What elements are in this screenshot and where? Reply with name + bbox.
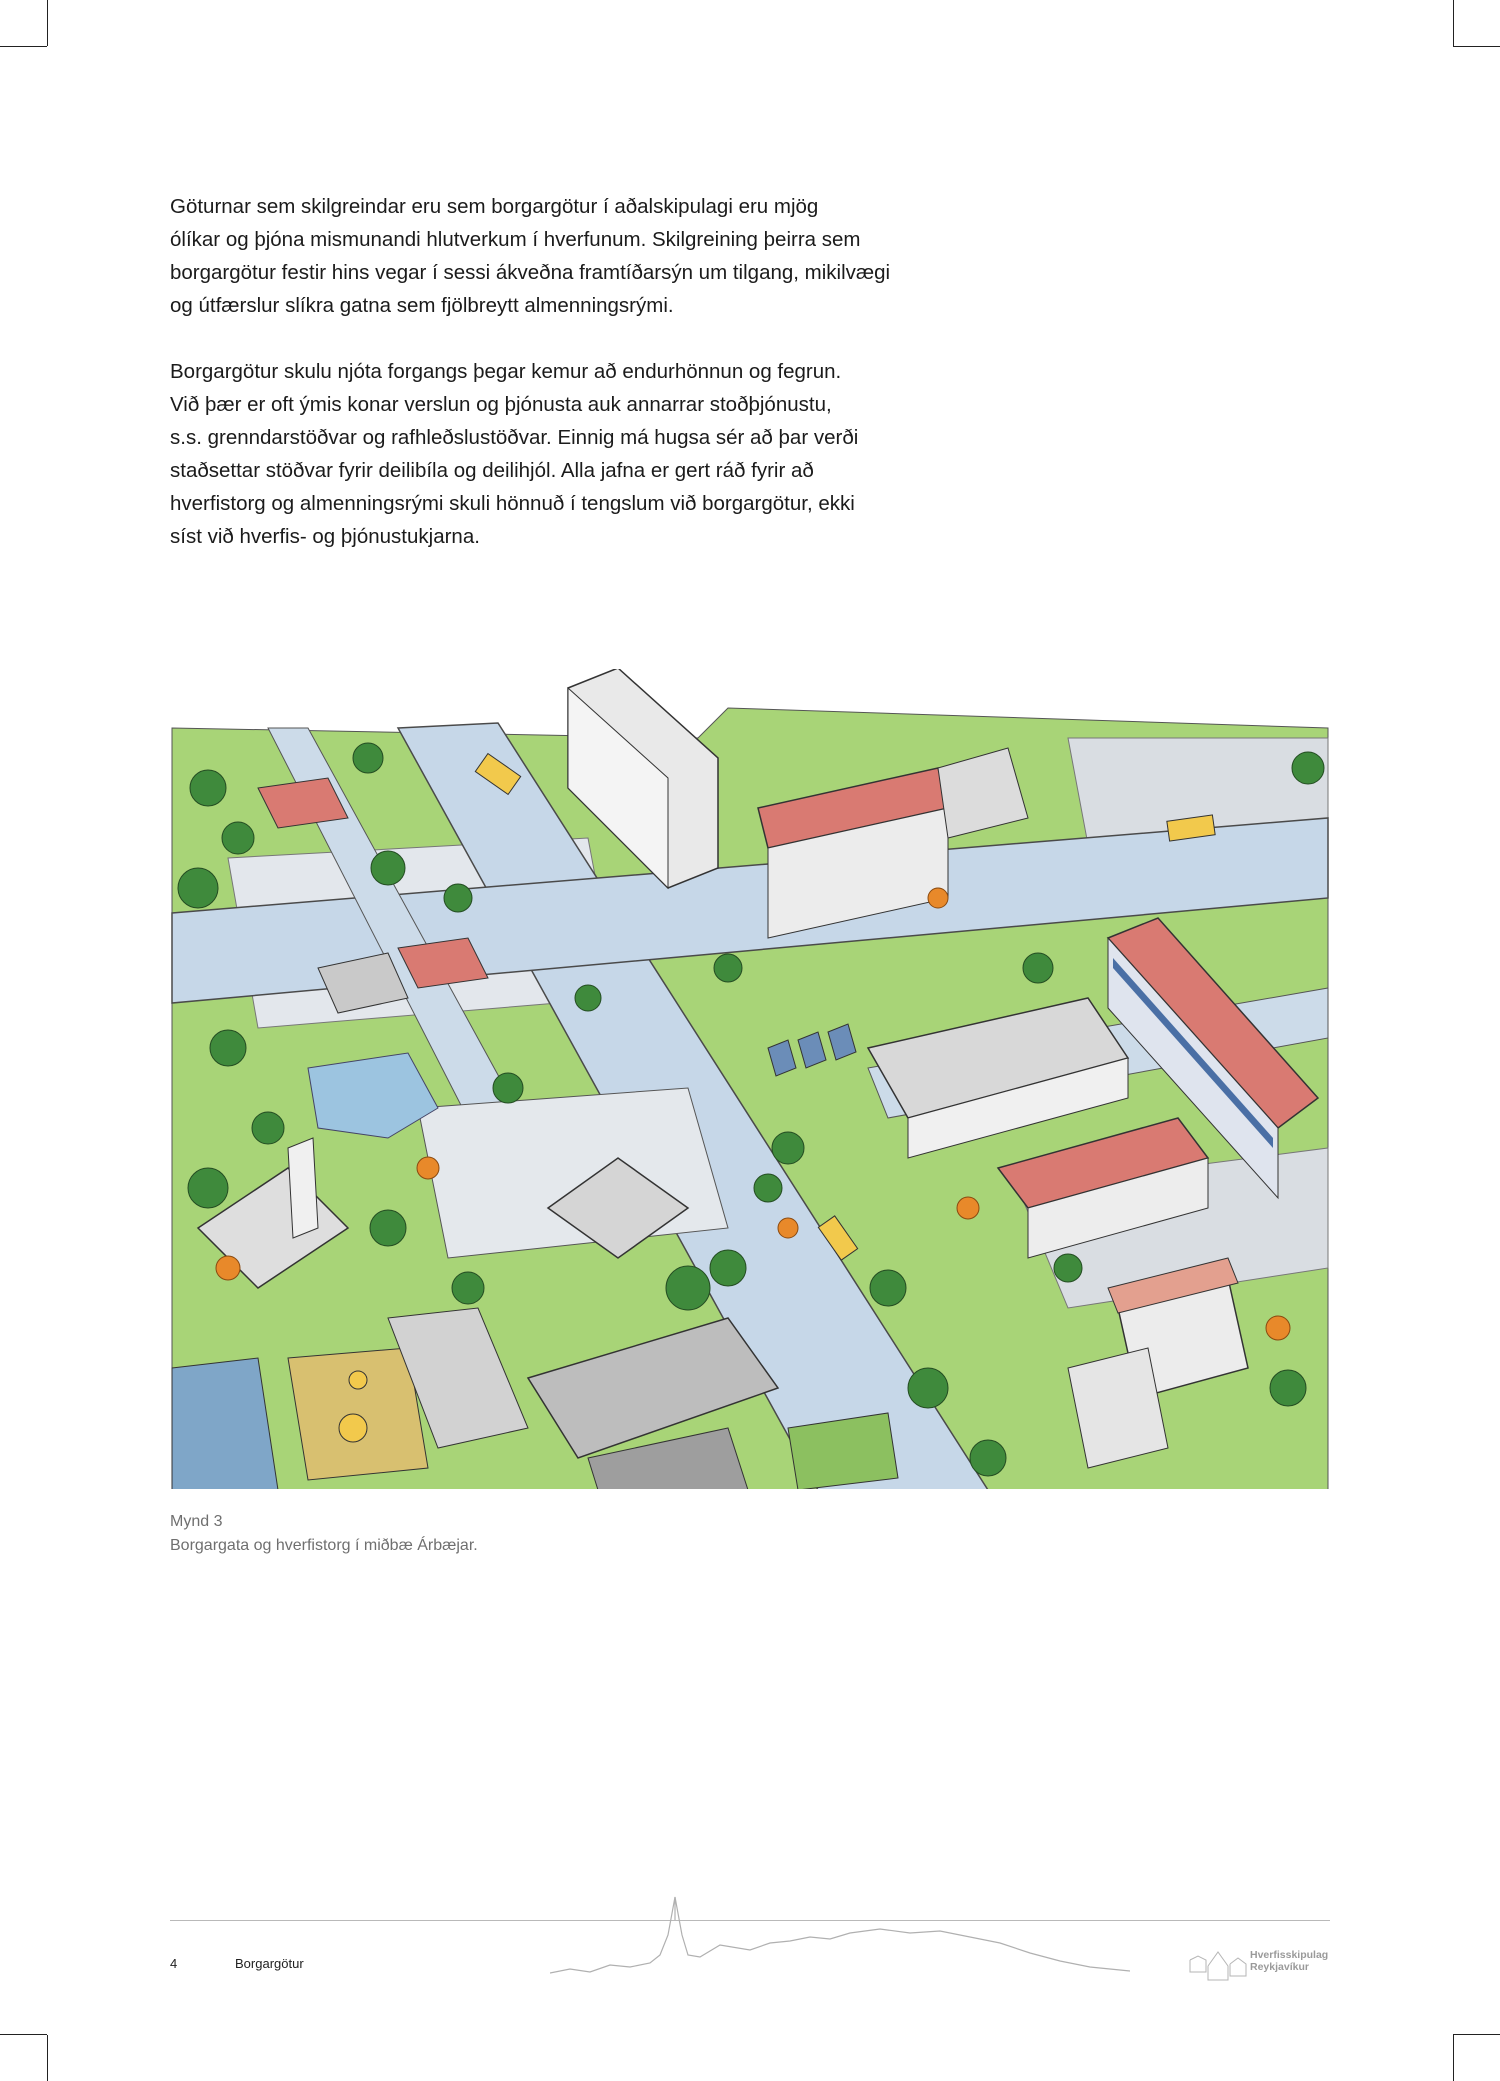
autumn-tree bbox=[216, 1256, 240, 1280]
plaza bbox=[418, 1088, 728, 1258]
text-line: hverfistorg og almenningsrými skuli hönnuð í tengslum við borgargötur, ekki bbox=[170, 492, 855, 515]
tree bbox=[444, 884, 472, 912]
autumn-tree bbox=[778, 1218, 798, 1238]
text-line: ólíkar og þjóna mismunandi hlutverkum í hverfunum. Skilgreining þeirra sem bbox=[170, 228, 861, 251]
tree bbox=[772, 1132, 804, 1164]
body-text bbox=[170, 190, 960, 586]
tree bbox=[252, 1112, 284, 1144]
tree bbox=[666, 1266, 710, 1310]
tree bbox=[710, 1250, 746, 1286]
crop-mark bbox=[0, 2034, 47, 2035]
logo-line-1: Hverfisskipulag bbox=[1250, 1949, 1329, 1961]
church-tower bbox=[288, 1138, 318, 1238]
tree bbox=[1270, 1370, 1306, 1406]
page-number: 4 bbox=[170, 1956, 178, 1971]
autumn-tree bbox=[1266, 1316, 1290, 1340]
logo-line-2: Reykjavíkur bbox=[1250, 1961, 1309, 1973]
tree bbox=[353, 743, 383, 773]
text-line: s.s. grenndarstöðvar og rafhleðslustöðvar. Einnig má hugsa sér að þar verði bbox=[170, 426, 859, 449]
tree bbox=[908, 1368, 948, 1408]
paragraph-1 bbox=[170, 190, 960, 322]
section-title: Borgargötur bbox=[235, 1956, 304, 1971]
figure-caption-text: Borgargata og hverfistorg í miðbæ Árbæjar. bbox=[170, 1537, 478, 1554]
tree bbox=[754, 1174, 782, 1202]
tree bbox=[493, 1073, 523, 1103]
autumn-tree bbox=[928, 888, 948, 908]
skyline-line-art bbox=[550, 1895, 1130, 1985]
text-line: Við þær er oft ýmis konar verslun og þjónusta auk annarrar stoðþjónustu, bbox=[170, 393, 832, 416]
tree bbox=[188, 1168, 228, 1208]
paragraph-2 bbox=[170, 355, 960, 553]
tree bbox=[371, 851, 405, 885]
tree bbox=[1054, 1254, 1082, 1282]
autumn-tree bbox=[957, 1197, 979, 1219]
text-line: Göturnar sem skilgreindar eru sem borgargötur í aðalskipulagi eru mjög bbox=[170, 195, 819, 218]
tree bbox=[370, 1210, 406, 1246]
figure-caption bbox=[170, 1510, 478, 1558]
tree bbox=[1292, 752, 1324, 784]
crop-mark bbox=[1453, 2034, 1500, 2035]
text-line: borgargötur festir hins vegar í sessi ákveðna framtíðarsýn um tilgang, mikilvægi bbox=[170, 261, 891, 284]
logo-text bbox=[1250, 1949, 1328, 1973]
tree bbox=[222, 822, 254, 854]
tree bbox=[178, 868, 218, 908]
tree bbox=[870, 1270, 906, 1306]
tree bbox=[1023, 953, 1053, 983]
figure-label: Mynd 3 bbox=[170, 1513, 223, 1530]
crop-mark bbox=[47, 0, 48, 46]
crop-mark bbox=[1453, 2035, 1454, 2081]
text-line: síst við hverfis- og þjónustukjarna. bbox=[170, 525, 480, 548]
neighborhood-illustration bbox=[168, 668, 1330, 1490]
crop-mark bbox=[1453, 0, 1454, 46]
text-line: og útfærslur slíkra gatna sem fjölbreytt almenningsrými. bbox=[170, 294, 674, 317]
tree bbox=[970, 1440, 1006, 1476]
tree bbox=[190, 770, 226, 806]
tree bbox=[210, 1030, 246, 1066]
playground-marker bbox=[339, 1414, 367, 1442]
crop-mark bbox=[1453, 46, 1500, 47]
crop-mark bbox=[0, 46, 47, 47]
tree bbox=[714, 954, 742, 982]
playground-marker bbox=[349, 1371, 367, 1389]
autumn-tree bbox=[417, 1157, 439, 1179]
text-line: staðsettar stöðvar fyrir deilibíla og deilihjól. Alla jafna er gert ráð fyrir að bbox=[170, 459, 814, 482]
tree bbox=[452, 1272, 484, 1304]
tree bbox=[575, 985, 601, 1011]
text-line: Borgargötur skulu njóta forgangs þegar kemur að endurhönnun og fegrun. bbox=[170, 360, 842, 383]
crop-mark bbox=[47, 2035, 48, 2081]
